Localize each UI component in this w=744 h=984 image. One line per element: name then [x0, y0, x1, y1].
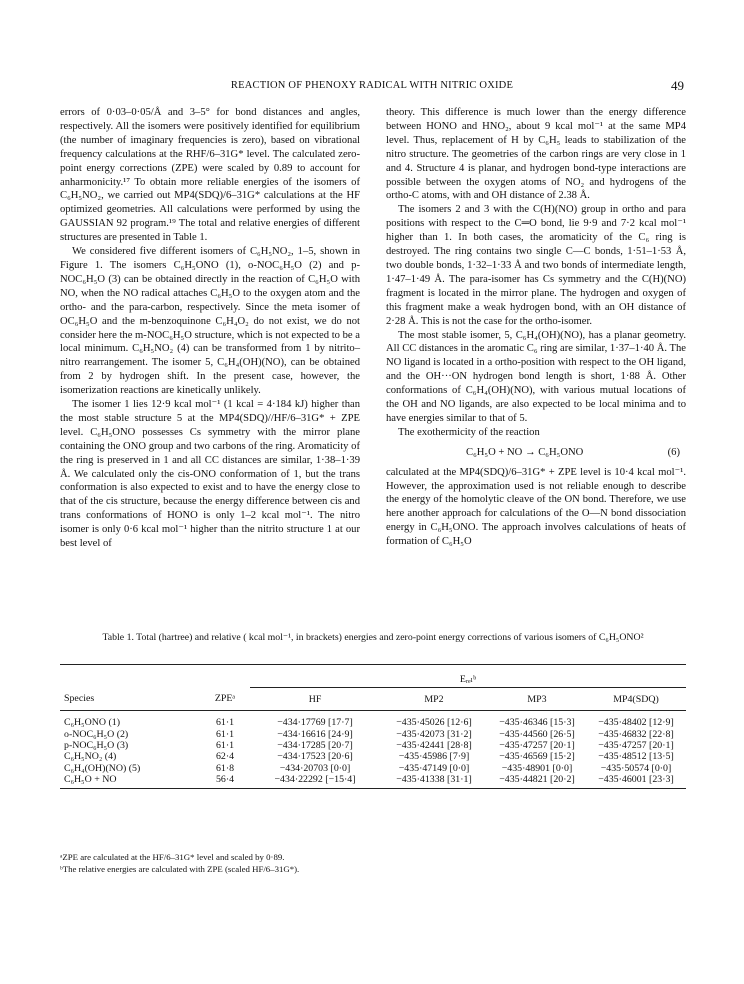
species-cell: C₆H₅NO₂ (4) — [64, 751, 117, 763]
mp3-cell: −435·48901 [0·0] — [501, 762, 573, 774]
column-header: Species — [60, 688, 200, 711]
mp3-cell: −435·46346 [15·3] — [499, 717, 575, 729]
mp2-cell: −435·42073 [31·2] — [396, 728, 472, 740]
paragraph: calculated at the MP4(SDQ)/6–31G* + ZPE level is 10·4 kcal mol⁻¹. However, the approximation used is not reliable enough to describe the energy of the homolytic cleave of the ON bond. Therefore, we use here another approach for calculations of the O—N bond dissociation energy in C₆H₅ONO. The approach involves calculations of heats of formation of C₆H₅O — [386, 466, 686, 548]
mp4-cell: −435·46001 [23·3] — [586, 774, 686, 789]
paragraph: The exothermicity of the reaction — [398, 426, 540, 438]
mp4-cell: −435·48402 [12·9] — [598, 717, 674, 729]
mp4-cell: −435·50574 [0·0] — [600, 762, 672, 774]
erel-header: Eᵣₑₗᵇ — [250, 671, 686, 688]
column-header: MP2 — [380, 688, 488, 711]
table-row — [60, 774, 686, 789]
column-header: MP3 — [488, 688, 586, 711]
zpe-cell: 56·4 — [200, 774, 250, 789]
table-row — [60, 711, 686, 729]
hf-cell: −434·22292 [−15·4] — [250, 774, 380, 789]
table-row — [60, 751, 686, 762]
mp2-cell: −435·41338 [31·1] — [380, 774, 488, 789]
mp2-cell: −435·42441 [28·8] — [396, 739, 472, 751]
table-row — [60, 740, 686, 751]
mp2-cell: −435·45026 [12·6] — [396, 717, 472, 729]
zpe-cell: 62·4 — [215, 751, 235, 763]
equation-text: C₆H₅O + NO → C₆H₅ONO — [466, 446, 584, 458]
paragraph: errors of 0·03–0·05/Å and 3–5° for bond distances and angles, respectively. All the isomers were positively identified for equilibrium (the number of imaginary frequencies is zero), based on vibrational frequency calculations at the RHF/6–31G* level. The calculated zero-point energy corrections (ZPE) were scaled by 0.89 to account for anharmonicity.¹⁷ To obtain more reliable energies of the isomers of C₆H₅NO₂, we carried out MP4(SDQ)/6–31G* calculations at the HF optimized geometries. All calculations were performed by using the GAUSSIAN 92 program.¹⁹ The total and relative energies of different structures are presented in Table 1. — [60, 107, 360, 244]
page-header — [60, 78, 684, 98]
energy-table — [60, 664, 686, 789]
mp3-cell: −435·44560 [26·5] — [499, 728, 575, 740]
table-caption: Table 1. Total (hartree) and relative ( kcal mol⁻¹, in brackets) energies and zero-point energy corrections of various isomers of C₆H₅ONO² — [102, 632, 644, 643]
mp4-cell: −435·48512 [13·5] — [598, 751, 674, 763]
mp2-cell: −435·45986 [7·9] — [398, 751, 470, 763]
paragraph: The isomer 1 lies 12·9 kcal mol⁻¹ (1 kcal = 4·184 kJ) higher than the most stable structure 5 at the MP4(SDQ)//HF/6–31G* + ZPE level. C₆H₅ONO possesses Cs symmetry with the mirror plane containing the ONO group and two carbons of the ring. Aromaticity of the ring is preserved in 1 and all CC distances are similar, 1·38–1·39 Å. We calculated only the cis-ONO conformation of 1, but the trans conformation is also expected to exist and to have the energy close to that of the cis structure, because the energy difference between cis and trans conformations of HONO is only 1–2 kcal mol⁻¹. The nitro isomer is only 0·6 kcal mol⁻¹ higher than the nitrito structure 1 at our best level of — [60, 399, 360, 550]
species-cell: C₆H₅ONO (1) — [64, 717, 120, 729]
page-number: 49 — [671, 78, 684, 93]
mp3-cell: −435·44821 [20·2] — [488, 774, 586, 789]
mp4-cell: −435·47257 [20·1] — [598, 739, 674, 751]
paragraph: We considered five different isomers of C₆H₅NO₂, 1–5, shown in Figure 1. The isomers C₆H₅ONO (1), o-NOC₆H₅O (2) and p-NOC₆H₅O (3) can be obtained directly in the reaction of C₆H₅O with NO, when the NO radical attaches C₆H₅O to the oxygen atom and the ortho- and the para-carbon, respectively. Since the meta isomer of OC₆H₅O and the m-benzoquinone C₆H₄O₂ do not exist, we do not consider here the m-NOC₆H₅O structure, which is not expected to be a local minimum. C₆H₅NO₂ (4) can be transformed from 1 by nitrito–nitro rearrangement. The isomer 5, C₆H₄(OH)(NO), can be obtained from 2 by hydrogen shift. In the present case, however, the isomerization reactions are kinetically unlikely. — [60, 246, 360, 397]
equation — [386, 440, 686, 466]
table-footnotes — [60, 851, 680, 875]
table-row — [60, 763, 686, 774]
mp3-cell: −435·46569 [15·2] — [499, 751, 575, 763]
mp2-cell: −435·47149 [0·0] — [398, 762, 470, 774]
mp4-cell: −435·46832 [22·8] — [598, 728, 674, 740]
column-header: ZPEᵃ — [200, 688, 250, 711]
hf-cell: −434·17285 [20·7] — [277, 739, 353, 751]
hf-cell: −434·20703 [0·0] — [279, 762, 351, 774]
zpe-cell: 61·1 — [215, 739, 235, 751]
equation-number: (6) — [667, 446, 680, 458]
running-head: REACTION OF PHENOXY RADICAL WITH NITRIC OXIDE — [230, 80, 514, 91]
footnote: ᵇThe relative energies are calculated with ZPE (scaled HF/6–31G*). — [60, 864, 300, 874]
paragraph: The most stable isomer, 5, C₆H₄(OH)(NO), has a planar geometry. All CC distances in the aromatic C₆ ring are similar, 1·37–1·40 Å. The NO ligand is located in a ortho-position with respect to the OH ligand, and the OH···ON hydrogen bond length is short, 1·88 Å. Other conformations of C₆H₄(OH)(NO), with various mutual locations of the OH and NO ligands, are also expected to be local minima and to have energies similar to that of 5. — [386, 329, 686, 424]
zpe-cell: 61·8 — [215, 762, 235, 774]
column-header: MP4(SDQ) — [586, 688, 686, 711]
left-column — [60, 106, 360, 551]
table-row — [60, 728, 686, 739]
paragraph: theory. This difference is much lower than the energy difference between HONO and HNO₂, about 9 kcal mol⁻¹ at the same MP4 level. Thus, replacement of H by C₆H₅ leads to stabilization of the nitro structure. The geometries of the carbon rings are very close in 1 and 4. Structure 4 is planar, and hydrogen bond-type interactions are possible between the oxygen atoms of NO₂ and hydrogens of the ortho-C atoms, with and OH distance of 2.38 Å. — [386, 107, 686, 202]
paragraph: The isomers 2 and 3 with the C(H)(NO) group in ortho and para positions with respect to the C═O bond, lie 9·9 and 7·2 kcal mol⁻¹ higher than 1. In both cases, the aromaticity of the C₆ ring is destroyed. The ring contains two single C—C bonds, 1·51–1·53 Å, two double bonds, 1·32–1·33 Å and two bonds of intermediate length, 1·47–1·49 Å. The para-isomer has Cs symmetry and the C(H)(NO) fragment is located in the mirror plane. The hydrogen and oxygen of this fragment make a weak hydrogen bond, with an OH distance of 2·28 Å. This is not the case for the ortho-isomer. — [386, 204, 686, 327]
zpe-cell: 61·1 — [215, 728, 235, 740]
column-header: HF — [250, 688, 380, 711]
right-column — [386, 106, 686, 549]
hf-cell: −434·16616 [24·9] — [277, 728, 353, 740]
hf-cell: −434·17523 [20·6] — [277, 751, 353, 763]
footnote: ᵃZPE are calculated at the HF/6–31G* level and scaled by 0·89. — [60, 852, 285, 862]
species-cell: p-NOC₆H₅O (3) — [64, 739, 129, 751]
hf-cell: −434·17769 [17·7] — [277, 717, 353, 729]
species-cell: o-NOC₆H₅O (2) — [64, 728, 129, 740]
species-cell: C₆H₅O + NO — [60, 774, 200, 789]
table-header-row — [60, 688, 686, 711]
species-cell: C₆H₄(OH)(NO) (5) — [64, 762, 141, 774]
mp3-cell: −435·47257 [20·1] — [499, 739, 575, 751]
zpe-cell: 61·1 — [215, 717, 235, 729]
